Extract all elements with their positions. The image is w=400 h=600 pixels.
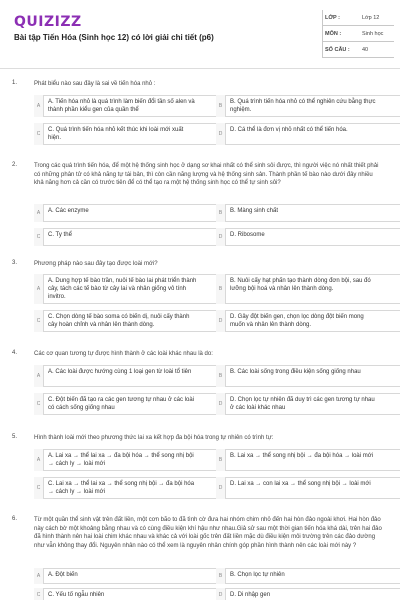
question-number: 2. bbox=[12, 162, 18, 168]
option-letter: C bbox=[34, 123, 44, 145]
option-text: B. Các loài sống trong điều kiện sống giống nhau bbox=[230, 369, 361, 375]
meta-label: MÔN : bbox=[325, 31, 342, 37]
option-letter: D bbox=[216, 228, 226, 246]
option-letter: C bbox=[34, 228, 44, 246]
option-text: D. Di nhập gen bbox=[230, 592, 271, 598]
option-letter: C bbox=[34, 393, 44, 415]
meta-table bbox=[322, 10, 394, 58]
question-text: Phương pháp nào sau đây tạo được loài mới? bbox=[34, 261, 158, 267]
option-letter: B bbox=[216, 365, 226, 387]
question-text: Các cơ quan tương tự được hình thành ở các loài khác nhau là do: bbox=[34, 351, 213, 357]
option-text: A. Tiến hóa nhỏ là quá trình làm biến đổi tần số alen và thành phần kiểu gen của quần thể bbox=[48, 99, 195, 113]
meta-label: LỚP : bbox=[325, 15, 340, 21]
meta-value: Sinh học bbox=[362, 31, 384, 37]
option-letter: B bbox=[216, 95, 226, 117]
option-text: B. Nuôi cấy hạt phấn tạo thành dòng đơn bội, sau đó lưỡng bội hoá và nhân lên thành dòng. bbox=[230, 278, 371, 292]
meta-row-class bbox=[322, 10, 394, 26]
quizizz-logo: QUIZIZZ bbox=[14, 14, 82, 30]
option-text: A. Đột biến bbox=[48, 572, 78, 578]
question-number: 3. bbox=[12, 260, 18, 266]
option-letter: D bbox=[216, 393, 226, 415]
option-text: C. Chọn dòng tế bào soma có biến dị, nuôi cấy thành cây hoàn chỉnh và nhân lên thành dòng. bbox=[48, 314, 190, 328]
option-text: B. Chọn lọc tự nhiên bbox=[230, 572, 285, 578]
option-letter: D bbox=[216, 310, 226, 332]
option-text: A. Các enzyme bbox=[48, 208, 89, 214]
option-text: D. Ribosome bbox=[230, 232, 265, 238]
option-text: A. Dung hợp tế bào trần, nuôi tế bào lai phát triển thành cây, tách các tế bào từ cây lai và nhân giống vô tính invitro. bbox=[48, 278, 197, 300]
meta-value: 40 bbox=[362, 47, 369, 53]
option-text: A. Các loài được hướng cùng 1 loại gen từ loài tổ tiên bbox=[48, 369, 192, 375]
meta-value: Lớp 12 bbox=[362, 15, 380, 21]
option-letter: A bbox=[34, 204, 44, 222]
option-text: D. Chọn lọc tự nhiên đã duy trì các gen tương tự nhau ở các loài khác nhau bbox=[230, 397, 375, 411]
meta-row-subject bbox=[322, 26, 394, 42]
option-text: C. Yếu tố ngẫu nhiên bbox=[48, 592, 105, 598]
question-number: 5. bbox=[12, 434, 18, 440]
question-number: 4. bbox=[12, 350, 18, 356]
question-number: 1. bbox=[12, 80, 18, 86]
question-text: Phát biểu nào sau đây là sai về tiến hóa nhỏ : bbox=[34, 81, 156, 87]
header-divider bbox=[0, 68, 400, 69]
option-text: D. Lai xa → con lai xa → thể song nhị bội → loài mới bbox=[230, 481, 371, 487]
option-letter: A bbox=[34, 274, 44, 304]
option-text: C. Lai xa → thể lai xa → thể song nhị bội → đa bội hóa → cách ly → loài mới bbox=[48, 481, 195, 495]
option-text: B. Quá trình tiến hóa nhỏ có thể nghiên cứu bằng thực nghiệm. bbox=[230, 99, 376, 113]
meta-label: SỐ CÂU : bbox=[325, 47, 350, 53]
option-text: C. Đột biến đã tạo ra các gen tương tự nhau ở các loài có cách sống giống nhau bbox=[48, 397, 194, 411]
question-text: Hình thành loài mới theo phương thức lai xa kết hợp đa bội hóa trong tự nhiên có trình tự: bbox=[34, 435, 274, 441]
option-letter: D bbox=[216, 588, 226, 600]
option-letter: B bbox=[216, 204, 226, 222]
option-letter: B bbox=[216, 274, 226, 304]
option-letter: C bbox=[34, 310, 44, 332]
page-title: Bài tập Tiến Hóa (Sinh học 12) có lời giải chi tiết (p6) bbox=[14, 33, 214, 42]
option-text: D. Gây đột biến gen, chọn lọc dòng đột biến mong muốn và nhân lên thành dòng. bbox=[230, 314, 364, 328]
question-text: Trong các quá trình tiến hóa, để một hệ thống sinh học ở dạng sơ khai nhất có thể sinh sôi được, thì người việc nó nhất thiết phải có những phân tử có khả năng tự tái bản, thì còn cần năng lượng và hệ thống sinh sản. Thành phần tế bào nào dưới đây nhiều khả năng hơn cả cần có trước tiên để có thể tạo ra một hệ thống sinh học có thể tự sinh sôi? bbox=[34, 163, 379, 186]
option-letter: A bbox=[34, 568, 44, 584]
option-letter: C bbox=[34, 588, 44, 600]
option-text: C. Ty thể bbox=[48, 232, 72, 238]
option-letter: A bbox=[34, 365, 44, 387]
option-letter: B bbox=[216, 568, 226, 584]
option-letter: A bbox=[34, 95, 44, 117]
option-letter: D bbox=[216, 477, 226, 499]
option-text: D. Cá thể là đơn vị nhỏ nhất có thể tiến hóa. bbox=[230, 127, 348, 133]
option-letter: D bbox=[216, 123, 226, 145]
option-text: B. Lai xa → thể song nhị bội → đa bội hóa → loài mới bbox=[230, 453, 374, 459]
option-text: B. Màng sinh chất bbox=[230, 208, 279, 214]
question-text: Từ một quần thể sinh vật trên đất liền, một cơn bão to đã tình cờ đưa hai nhóm chim nhỏ đến hai hòn đảo ngoài khơi. Hai hòn đảo này cách bờ một khoảng bằng nhau và có cùng điều kiện khí hậu như nhau.Giả sử sau một thời gian tiến hóa khá dài, trên hai đảo đã hình thành nên hai loài chim khác nhau và khác cả với loài gốc trên đất liền mặc dù điều kiện môi trường trên các đảo dường như vẫn không thay đổi. Nguyên nhân nào có thể xem là nguyên nhân chính góp phần hình thành nên các loài mới này ? bbox=[34, 517, 382, 549]
meta-row-count bbox=[322, 42, 394, 58]
option-letter: B bbox=[216, 449, 226, 471]
option-text: C. Quá trình tiến hóa nhỏ kết thúc khi loài mới xuất hiện. bbox=[48, 127, 184, 141]
option-letter: C bbox=[34, 477, 44, 499]
option-letter: A bbox=[34, 449, 44, 471]
option-text: A. Lai xa → thể lai xa → đa bội hóa → thể song nhị bội → cách ly → loài mới bbox=[48, 453, 194, 467]
page-header bbox=[0, 0, 400, 66]
question-number: 6. bbox=[12, 516, 18, 522]
